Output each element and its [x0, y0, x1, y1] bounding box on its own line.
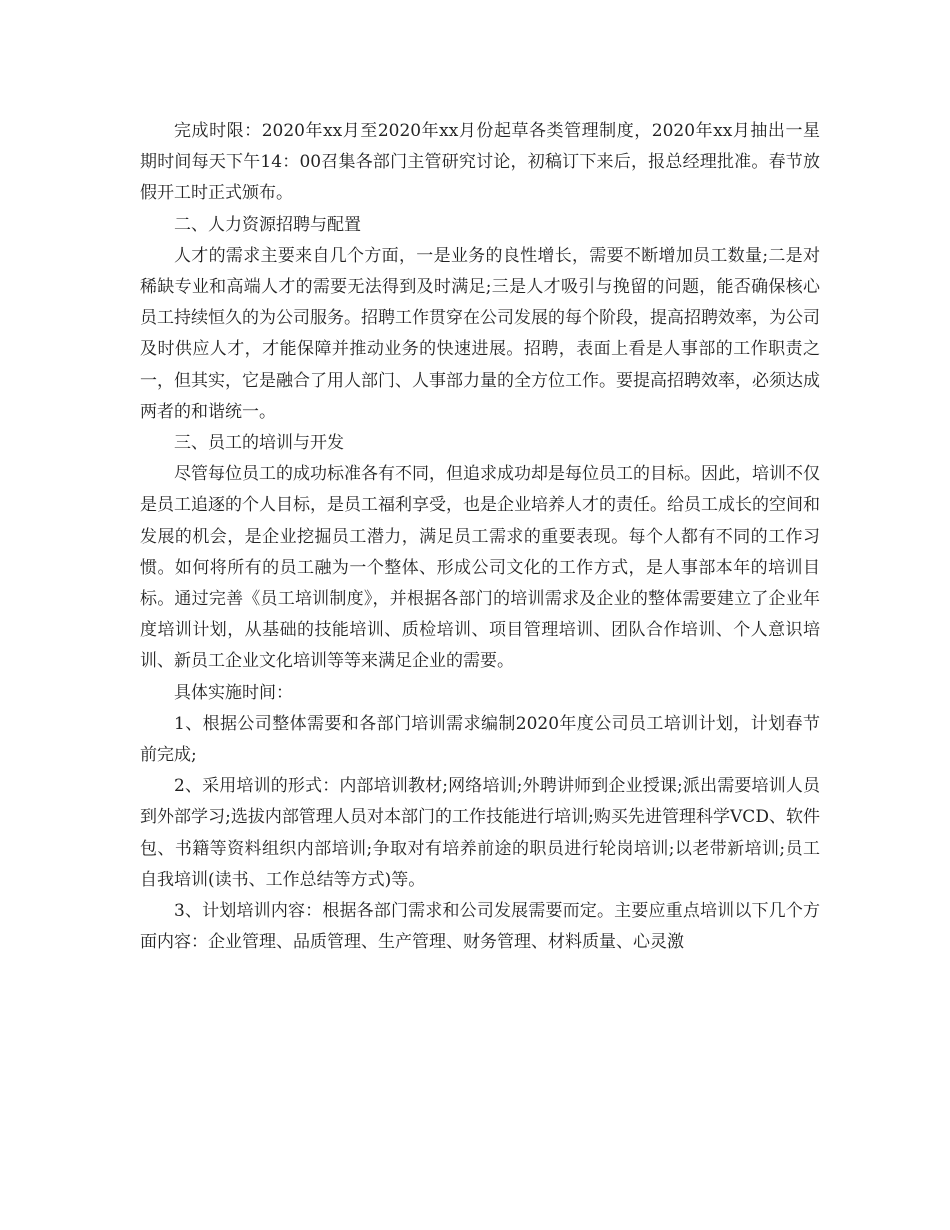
paragraph-training: 尽管每位员工的成功标准各有不同，但追求成功却是每位员工的目标。因此，培训不仅是员工追逐的个人目标，是员工福利享受，也是企业培养人才的责任。给员工成长的空间和发展的机会，是企业挖掘员工潜力，满足员工需求的重要表现。每个人都有不同的工作习惯。如何将所有的员工融为一个整体、形成公司文化的工作方式，是人事部本年的培训目标。通过完善《员工培训制度》，并根据各部门的培训需求及企业的整体需要建立了企业年度培训计划，从基础的技能培训、质检培训、项目管理培训、团队合作培训、个人意识培训、新员工企业文化培训等等来满足企业的需要。 [140, 464, 820, 672]
section-heading-training: 三、员工的培训与开发 [174, 433, 344, 454]
section-heading-recruitment: 二、人力资源招聘与配置 [174, 214, 361, 235]
paragraph-schedule-heading: 具体实施时间： [174, 682, 293, 703]
document-body [140, 116, 820, 958]
paragraph-recruitment: 人才的需求主要来自几个方面，一是业务的良性增长，需要不断增加员工数量;二是对稀缺专业和高端人才的需要无法得到及时满足;三是人才吸引与挽留的问题，能否确保核心员工持续恒久的为公司服务。招聘工作贯穿在公司发展的每个阶段，提高招聘效率，为公司及时供应人才，才能保障并推动业务的快速进展。招聘，表面上看是人事部的工作职责之一，但其实，它是融合了用人部门、人事部力量的全方位工作。要提高招聘效率，必须达成两者的和谐统一。 [140, 245, 820, 422]
list-item-content: 3、计划培训内容：根据各部门需求和公司发展需要而定。主要应重点培训以下几个方面内容：企业管理、品质管理、生产管理、财务管理、材料质量、心灵激 [140, 901, 820, 953]
list-item-forms: 2、采用培训的形式：内部培训教材;网络培训;外聘讲师到企业授课;派出需要培训人员到外部学习;选拔内部管理人员对本部门的工作技能进行培训;购买先进管理科学VCD、软件包、书籍等资料组织内部培训;争取对有培养前途的职员进行轮岗培训;以老带新培训;员工自我培训(读书、工作总结等方式)等。 [140, 776, 820, 890]
paragraph-deadline: 完成时限：2020年xx月至2020年xx月份起草各类管理制度，2020年xx月抽出一星期时间每天下午14：00召集各部门主管研究讨论，初稿订下来后，报总经理批准。春节放假开工时正式颁布。 [140, 121, 820, 204]
list-item-plan: 1、根据公司整体需要和各部门培训需求编制2020年度公司员工培训计划，计划春节前完成; [140, 713, 820, 766]
